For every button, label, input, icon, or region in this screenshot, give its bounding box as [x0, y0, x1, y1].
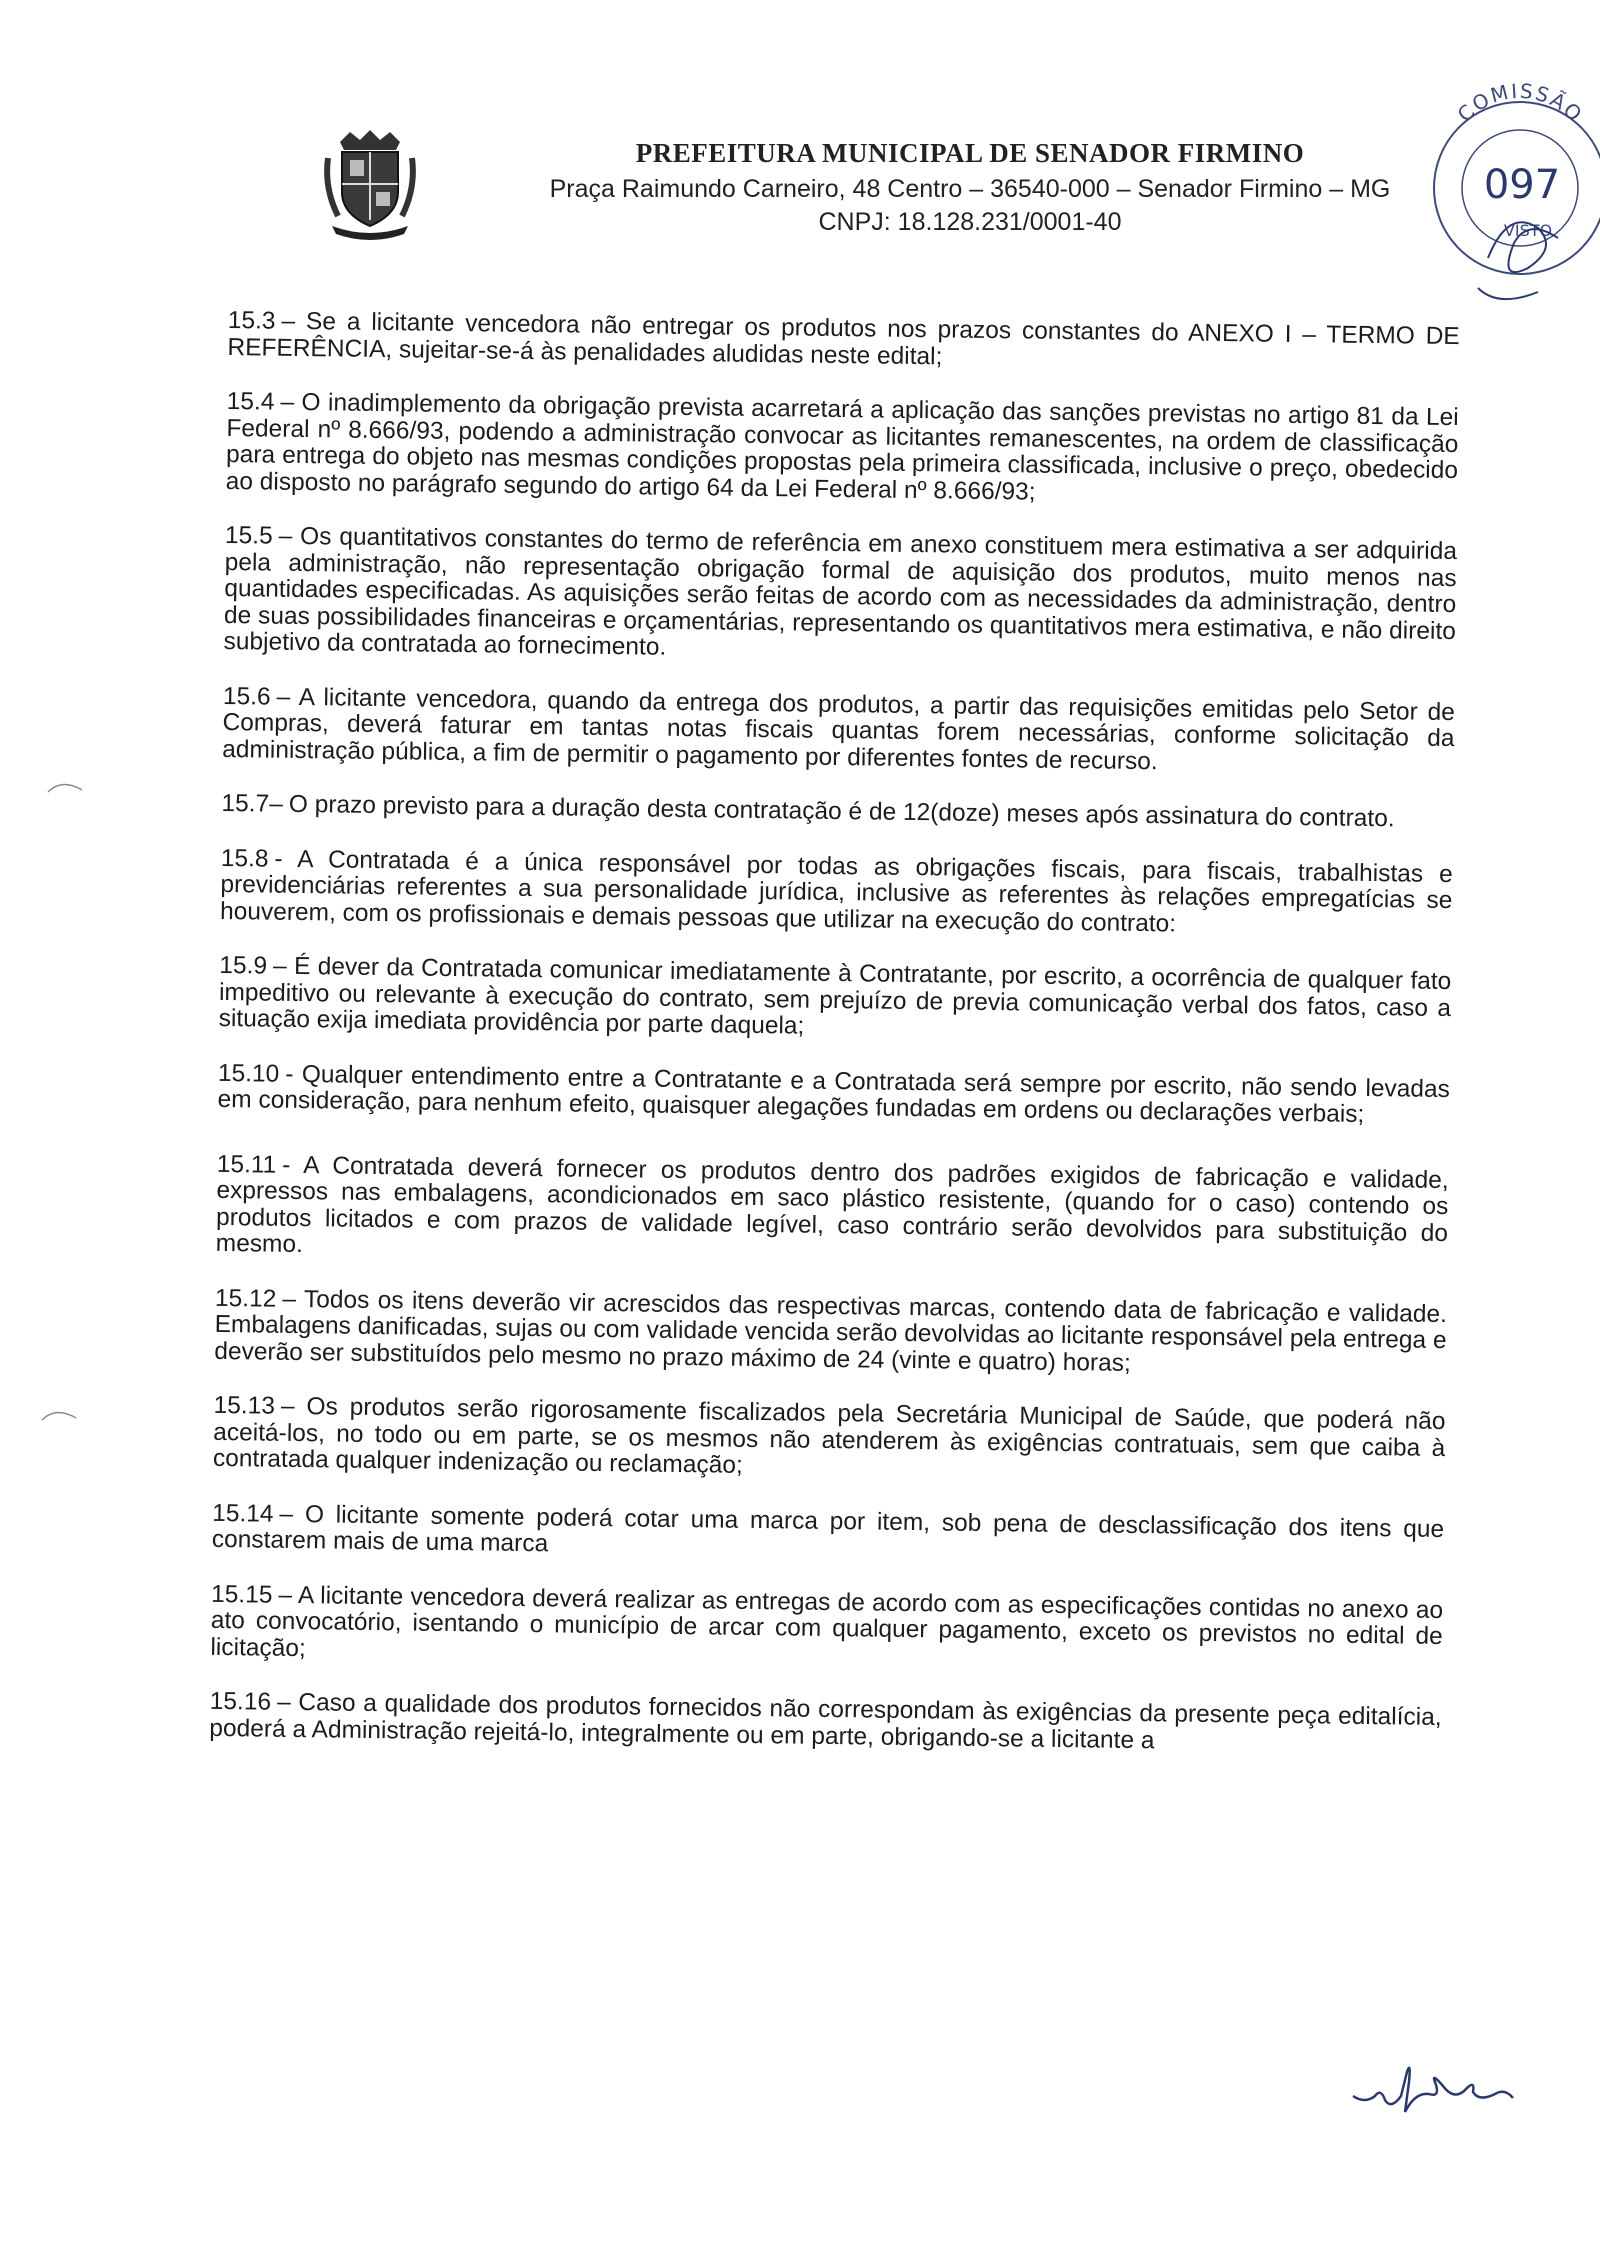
clause-15-6: [222, 683, 1455, 779]
margin-mark: [40, 1404, 80, 1424]
clause-15-15: [210, 1581, 1443, 1677]
clause-text: – Se a licitante vencedora não entregar os produtos nos prazos constantes do ANEXO I – TERMO DE REFERÊNCIA, sujeitar-se-á às penalidades aludidas neste edital;: [227, 307, 1460, 370]
clause-number: 15.15: [210, 1580, 273, 1609]
clause-text: – A licitante vencedora deverá realizar as entregas de acordo com as especificações contidas no anexo ao ato convocatório, isentando o município de arcar com qualquer pagamento, exceto os previstos no edital de licitação;: [210, 1581, 1444, 1662]
clause-15-12: [214, 1285, 1447, 1381]
clause-number: 15.11: [216, 1150, 277, 1179]
clause-15-4: [226, 389, 1459, 511]
clause-text: – Os produtos serão rigorosamente fiscalizados pela Secretária Municipal de Saúde, que poderá não aceitá-los, no todo ou em parte, se os mesmos não atenderem às exigências contratuais, sem que caiba à contratada qualquer indenização ou reclamação;: [212, 1392, 1446, 1479]
clause-text: – É dever da Contratada comunicar imediatamente à Contratante, por escrito, a ocorrência de qualquer fato impeditivo ou relevante à execução do contrato, sem prejuízo de previa comunicação verbal dos fatos, caso a situação exija imediata providência por parte daquela;: [218, 952, 1452, 1040]
clause-text: – Todos os itens deverão vir acrescidos das respectivas marcas, contendo data de fabricação e validade. Embalagens danificadas, sujas ou com validade vencida serão devolvidas ao licitante responsável pela entrega e deverão ser substituídos pelo mesmo no prazo máximo de 24 (vinte e quatro) horas;: [214, 1285, 1448, 1377]
clause-number: 15.4: [226, 387, 275, 416]
clause-15-16: [209, 1689, 1442, 1758]
clause-15-11: [216, 1151, 1449, 1273]
handwritten-initials: [1345, 2052, 1545, 2132]
clause-15-13: [213, 1393, 1446, 1489]
clause-15-14: [212, 1500, 1445, 1569]
municipality-cnpj: CNPJ: 18.128.231/0001-40: [818, 208, 1122, 236]
clause-15-7: [221, 791, 1453, 834]
clause-text: – O inadimplemento da obrigação prevista acarretará a aplicação das sanções previstas no artigo 81 da Lei Federal nº 8.666/93, podendo a administração convocar as licitantes remanescentes, na ordem de classificação para entrega do objeto nas mesmas condições propostas pela primeira classificada, inclusive o preço, obedecido ao disposto no parágrafo segundo do artigo 64 da Lei Federal nº 8.666/93;: [225, 388, 1459, 506]
clause-15-10: [217, 1060, 1450, 1129]
stamp-number: 097: [1483, 162, 1561, 208]
clause-15-5: [223, 523, 1457, 672]
clause-text: – Caso a qualidade dos produtos fornecidos não correspondam às exigências da presente peça editalícia, poderá a Administração rejeitá-lo, integralmente ou em parte, obrigando-se a licitante a: [209, 1688, 1442, 1754]
clause-number: 15.7–: [221, 789, 283, 818]
clause-text: O prazo previsto para a duração desta contratação é de 12(doze) meses após assinatura do contrato.: [288, 790, 1395, 833]
clause-number: 15.9: [219, 951, 268, 980]
clause-number: 15.13: [213, 1391, 276, 1420]
clause-15-8: [220, 845, 1453, 941]
municipal-crest-icon: [322, 128, 418, 240]
clause-number: 15.10: [217, 1059, 280, 1088]
stamp-top-text: COMISSÃO: [1452, 78, 1588, 128]
stamp-visto-text: VISTO: [1503, 221, 1553, 240]
clause-text: - A Contratada deverá fornecer os produtos dentro dos padrões exigidos de fabricação e validade, expressos nas embalagens, acondicionados em saco plástico resistente, (quando for o caso) contendo os produtos licitados e com prazos de validade legível, caso contrário serão devolvidos para substituição do mesmo.: [215, 1151, 1449, 1259]
letterhead: [500, 138, 1440, 237]
clause-text: – Os quantitativos constantes do termo de referência em anexo constituem mera estimativa a ser adquirida pela administração, não representação obrigação formal de aquisição dos produtos, muito menos nas quantidades especificadas. As aquisições serão feitas de acordo com as necessidades da administração, dentro de suas possibilidades financeiras e orçamentárias, representando os quantitativos mera estimativa, e não direito subjetivo da contratada ao fornecimento.: [223, 522, 1458, 661]
clause-text: - A Contratada é a única responsável por todas as obrigações fiscais, para fiscais, trabalhistas e previdenciárias referentes a sua personalidade jurídica, inclusive as referentes às relações empregatícias se houverem, com os profissionais e demais pessoas que utilizar na execução do contrato:: [219, 845, 1453, 937]
clause-15-3: [227, 308, 1460, 377]
clause-number: 15.3: [227, 307, 276, 335]
clause-number: 15.12: [214, 1284, 277, 1313]
clauses-body: [209, 308, 1460, 1786]
clause-number: 15.5: [224, 521, 273, 550]
clause-number: 15.14: [212, 1499, 274, 1528]
clause-text: - Qualquer entendimento entre a Contratante e a Contratada será sempre por escrito, não sendo levadas em consideração, para nenhum efeito, quaisquer alegações fundadas em ordens ou declarações verbais;: [217, 1060, 1451, 1128]
clause-number: 15.8: [220, 844, 269, 873]
municipality-address: Praça Raimundo Carneiro, 48 Centro – 36540-000 – Senador Firmino – MG: [549, 175, 1391, 203]
municipality-name: PREFEITURA MUNICIPAL DE SENADOR FIRMINO: [635, 138, 1305, 168]
commission-stamp: [1418, 58, 1600, 308]
clause-number: 15.6: [222, 682, 271, 711]
clause-15-9: [219, 953, 1452, 1049]
clause-text: – O licitante somente poderá cotar uma marca por item, sob pena de desclassificação dos itens que constarem mais de uma marca: [211, 1500, 1445, 1558]
margin-mark: [46, 776, 86, 796]
clause-number: 15.16: [209, 1687, 272, 1716]
clause-text: – A licitante vencedora, quando da entrega dos produtos, a partir das requisições emitidas pelo Setor de Compras, deverá faturar em tantas notas fiscais quantas forem necessárias, conforme solicitação da administração pública, a fim de permitir o pagamento por diferentes fontes de recurso.: [222, 683, 1455, 775]
